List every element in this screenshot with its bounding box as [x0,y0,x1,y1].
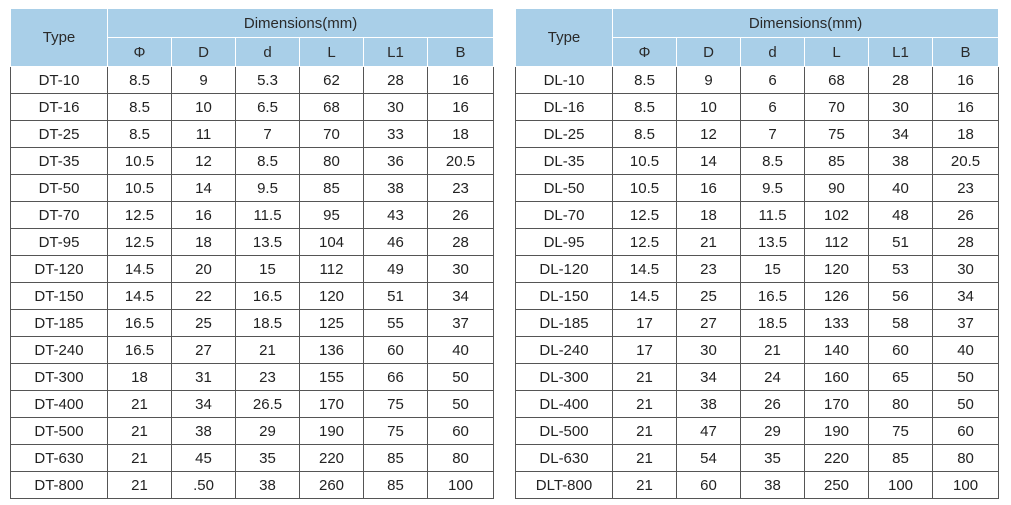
value-cell: 21 [677,229,741,256]
value-cell: 34 [869,121,933,148]
value-cell: 9 [677,67,741,94]
value-cell: 50 [933,391,999,418]
value-cell: 29 [236,418,300,445]
type-cell: DL-300 [516,364,613,391]
header-row-group [516,9,999,38]
value-cell: 10.5 [613,148,677,175]
value-cell: 8.5 [741,148,805,175]
value-cell: 18 [933,121,999,148]
value-cell: 38 [172,418,236,445]
value-cell: 70 [300,121,364,148]
value-cell: 6.5 [236,94,300,121]
value-cell: 16.5 [108,310,172,337]
value-cell: 30 [428,256,494,283]
type-cell: DT-35 [11,148,108,175]
value-cell: 48 [869,202,933,229]
value-cell: 80 [933,445,999,472]
table-row [516,445,999,472]
value-cell: 25 [172,310,236,337]
value-cell: 14.5 [108,256,172,283]
value-cell: 70 [805,94,869,121]
dimensions-header: Dimensions(mm) [613,9,999,38]
type-cell: DL-150 [516,283,613,310]
value-cell: 38 [236,472,300,499]
table-row [516,283,999,310]
value-cell: 20.5 [933,148,999,175]
value-cell: 112 [805,229,869,256]
column-header-L: L [300,38,364,67]
table-row [11,418,494,445]
value-cell: 23 [236,364,300,391]
value-cell: 50 [933,364,999,391]
column-header-B: B [933,38,999,67]
value-cell: 65 [869,364,933,391]
value-cell: 35 [236,445,300,472]
value-cell: 55 [364,310,428,337]
value-cell: 50 [428,364,494,391]
value-cell: 62 [300,67,364,94]
value-cell: 136 [300,337,364,364]
value-cell: 10.5 [108,148,172,175]
value-cell: 18 [677,202,741,229]
value-cell: 60 [933,418,999,445]
table-row [11,445,494,472]
value-cell: 9.5 [236,175,300,202]
column-header-phi: Φ [108,38,172,67]
value-cell: 220 [300,445,364,472]
value-cell: 35 [741,445,805,472]
value-cell: 10.5 [613,175,677,202]
value-cell: 21 [613,364,677,391]
value-cell: 11.5 [741,202,805,229]
value-cell: 75 [364,418,428,445]
type-cell: DL-120 [516,256,613,283]
column-header-d: d [741,38,805,67]
value-cell: 21 [613,418,677,445]
value-cell: 14 [677,148,741,175]
value-cell: 16 [933,94,999,121]
value-cell: 21 [613,445,677,472]
type-cell: DT-50 [11,175,108,202]
value-cell: 40 [428,337,494,364]
value-cell: 31 [172,364,236,391]
value-cell: 80 [428,445,494,472]
type-cell: DL-25 [516,121,613,148]
value-cell: 12.5 [108,229,172,256]
table-row [516,175,999,202]
value-cell: 18 [108,364,172,391]
value-cell: 23 [933,175,999,202]
type-cell: DT-500 [11,418,108,445]
column-header-D: D [172,38,236,67]
type-cell: DL-500 [516,418,613,445]
table-row [516,418,999,445]
type-header: Type [11,9,108,67]
value-cell: 27 [172,337,236,364]
value-cell: 18 [172,229,236,256]
value-cell: 18.5 [236,310,300,337]
type-cell: DT-70 [11,202,108,229]
table-row [516,391,999,418]
type-cell: DT-150 [11,283,108,310]
value-cell: 16 [428,67,494,94]
table-row [11,202,494,229]
value-cell: 17 [613,310,677,337]
value-cell: 8.5 [108,67,172,94]
dt-dimensions-table [10,8,494,499]
value-cell: 8.5 [108,121,172,148]
value-cell: 18 [428,121,494,148]
value-cell: 90 [805,175,869,202]
value-cell: 34 [933,283,999,310]
type-cell: DT-95 [11,229,108,256]
value-cell: 21 [236,337,300,364]
value-cell: 125 [300,310,364,337]
value-cell: 8.5 [613,94,677,121]
value-cell: 5.3 [236,67,300,94]
value-cell: 28 [933,229,999,256]
value-cell: 28 [428,229,494,256]
value-cell: 60 [428,418,494,445]
table-row [516,148,999,175]
value-cell: 9 [172,67,236,94]
value-cell: 34 [428,283,494,310]
value-cell: 12.5 [613,202,677,229]
value-cell: 38 [741,472,805,499]
value-cell: 160 [805,364,869,391]
value-cell: 133 [805,310,869,337]
type-cell: DL-16 [516,94,613,121]
value-cell: 29 [741,418,805,445]
value-cell: 170 [300,391,364,418]
value-cell: 85 [805,148,869,175]
value-cell: 30 [869,94,933,121]
value-cell: 23 [677,256,741,283]
value-cell: 8.5 [613,67,677,94]
table-row [516,364,999,391]
table-body [11,67,494,499]
value-cell: 16.5 [108,337,172,364]
value-cell: 155 [300,364,364,391]
value-cell: 85 [869,445,933,472]
value-cell: 20 [172,256,236,283]
value-cell: 27 [677,310,741,337]
value-cell: 26.5 [236,391,300,418]
value-cell: 11.5 [236,202,300,229]
value-cell: 112 [300,256,364,283]
value-cell: 13.5 [236,229,300,256]
table-row [11,310,494,337]
value-cell: 60 [364,337,428,364]
value-cell: 11 [172,121,236,148]
value-cell: 21 [108,445,172,472]
table-row [516,256,999,283]
table-row [516,67,999,94]
value-cell: 38 [364,175,428,202]
value-cell: 170 [805,391,869,418]
value-cell: 54 [677,445,741,472]
value-cell: 26 [741,391,805,418]
value-cell: 22 [172,283,236,310]
table-row [516,472,999,499]
value-cell: 58 [869,310,933,337]
value-cell: 80 [869,391,933,418]
value-cell: 30 [364,94,428,121]
header-row-group [11,9,494,38]
table-row [516,94,999,121]
column-header-phi: Φ [613,38,677,67]
value-cell: 8.5 [613,121,677,148]
type-cell: DT-25 [11,121,108,148]
type-cell: DT-400 [11,391,108,418]
type-cell: DT-10 [11,67,108,94]
value-cell: 190 [805,418,869,445]
value-cell: 85 [364,472,428,499]
table-row [11,472,494,499]
value-cell: 28 [364,67,428,94]
value-cell: 6 [741,94,805,121]
value-cell: 60 [677,472,741,499]
value-cell: .50 [172,472,236,499]
value-cell: 13.5 [741,229,805,256]
value-cell: 20.5 [428,148,494,175]
table-row [11,121,494,148]
table-row [11,94,494,121]
type-cell: DL-95 [516,229,613,256]
value-cell: 100 [933,472,999,499]
value-cell: 10 [677,94,741,121]
value-cell: 102 [805,202,869,229]
value-cell: 68 [805,67,869,94]
value-cell: 14.5 [613,256,677,283]
value-cell: 85 [300,175,364,202]
table-row [11,391,494,418]
value-cell: 100 [428,472,494,499]
value-cell: 53 [869,256,933,283]
value-cell: 75 [869,418,933,445]
type-cell: DL-185 [516,310,613,337]
value-cell: 85 [364,445,428,472]
type-cell: DT-185 [11,310,108,337]
type-cell: DT-240 [11,337,108,364]
value-cell: 21 [741,337,805,364]
value-cell: 21 [613,391,677,418]
value-cell: 21 [108,391,172,418]
value-cell: 34 [677,364,741,391]
value-cell: 126 [805,283,869,310]
value-cell: 7 [741,121,805,148]
type-cell: DL-400 [516,391,613,418]
table-row [11,148,494,175]
value-cell: 6 [741,67,805,94]
value-cell: 260 [300,472,364,499]
value-cell: 26 [428,202,494,229]
value-cell: 9.5 [741,175,805,202]
type-header: Type [516,9,613,67]
value-cell: 56 [869,283,933,310]
value-cell: 16 [428,94,494,121]
value-cell: 36 [364,148,428,175]
type-cell: DLT-800 [516,472,613,499]
value-cell: 120 [805,256,869,283]
value-cell: 8.5 [236,148,300,175]
value-cell: 12 [677,121,741,148]
table-row [11,364,494,391]
column-header-D: D [677,38,741,67]
value-cell: 95 [300,202,364,229]
value-cell: 8.5 [108,94,172,121]
value-cell: 140 [805,337,869,364]
value-cell: 25 [677,283,741,310]
value-cell: 190 [300,418,364,445]
type-cell: DL-630 [516,445,613,472]
value-cell: 40 [933,337,999,364]
value-cell: 16 [172,202,236,229]
value-cell: 14.5 [108,283,172,310]
value-cell: 21 [613,472,677,499]
value-cell: 15 [236,256,300,283]
value-cell: 10.5 [108,175,172,202]
column-header-d: d [236,38,300,67]
value-cell: 80 [300,148,364,175]
value-cell: 26 [933,202,999,229]
table-row [516,337,999,364]
type-cell: DT-630 [11,445,108,472]
value-cell: 16 [933,67,999,94]
type-cell: DT-120 [11,256,108,283]
table-row [516,310,999,337]
value-cell: 14 [172,175,236,202]
type-cell: DT-16 [11,94,108,121]
table-row [516,121,999,148]
table-row [11,175,494,202]
value-cell: 23 [428,175,494,202]
value-cell: 34 [172,391,236,418]
value-cell: 30 [933,256,999,283]
table-row [11,229,494,256]
table-row [11,67,494,94]
value-cell: 15 [741,256,805,283]
value-cell: 104 [300,229,364,256]
table-row [11,283,494,310]
value-cell: 33 [364,121,428,148]
type-cell: DT-800 [11,472,108,499]
value-cell: 12.5 [613,229,677,256]
value-cell: 12 [172,148,236,175]
type-cell: DL-35 [516,148,613,175]
value-cell: 46 [364,229,428,256]
type-cell: DT-300 [11,364,108,391]
value-cell: 250 [805,472,869,499]
value-cell: 24 [741,364,805,391]
type-cell: DL-10 [516,67,613,94]
dimensions-header: Dimensions(mm) [108,9,494,38]
table-row [11,337,494,364]
type-cell: DL-70 [516,202,613,229]
value-cell: 51 [869,229,933,256]
value-cell: 30 [677,337,741,364]
value-cell: 47 [677,418,741,445]
value-cell: 60 [869,337,933,364]
value-cell: 120 [300,283,364,310]
type-cell: DL-50 [516,175,613,202]
value-cell: 68 [300,94,364,121]
value-cell: 220 [805,445,869,472]
value-cell: 37 [428,310,494,337]
value-cell: 38 [869,148,933,175]
value-cell: 37 [933,310,999,337]
value-cell: 75 [364,391,428,418]
value-cell: 66 [364,364,428,391]
value-cell: 16 [677,175,741,202]
value-cell: 21 [108,472,172,499]
value-cell: 38 [677,391,741,418]
column-header-L1: L1 [869,38,933,67]
table-row [516,229,999,256]
value-cell: 21 [108,418,172,445]
table-body [516,67,999,499]
column-header-L: L [805,38,869,67]
value-cell: 12.5 [108,202,172,229]
value-cell: 49 [364,256,428,283]
value-cell: 45 [172,445,236,472]
table-row [11,256,494,283]
type-cell: DL-240 [516,337,613,364]
value-cell: 16.5 [236,283,300,310]
column-header-B: B [428,38,494,67]
table-row [516,202,999,229]
value-cell: 18.5 [741,310,805,337]
value-cell: 51 [364,283,428,310]
value-cell: 40 [869,175,933,202]
value-cell: 75 [805,121,869,148]
column-header-L1: L1 [364,38,428,67]
value-cell: 43 [364,202,428,229]
value-cell: 16.5 [741,283,805,310]
dl-dimensions-table [515,8,999,499]
value-cell: 14.5 [613,283,677,310]
value-cell: 100 [869,472,933,499]
value-cell: 17 [613,337,677,364]
value-cell: 50 [428,391,494,418]
value-cell: 7 [236,121,300,148]
value-cell: 10 [172,94,236,121]
value-cell: 28 [869,67,933,94]
